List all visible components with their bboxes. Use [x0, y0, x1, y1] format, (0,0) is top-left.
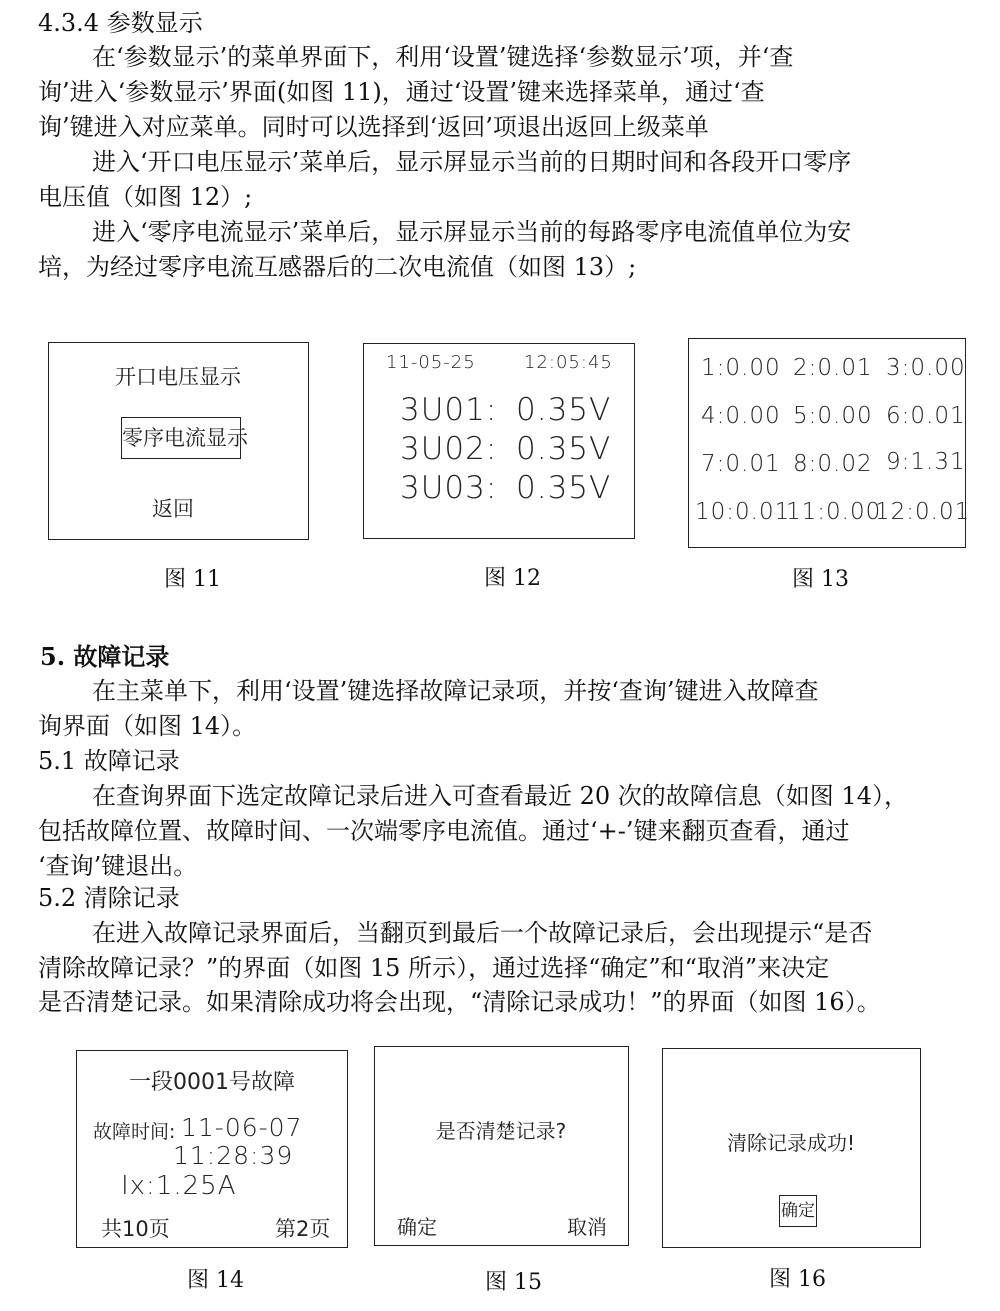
fig13-screen [688, 338, 971, 548]
subsection-heading-52: 5.2 清除记录 [38, 884, 180, 912]
fig11-caption: 图 11 [164, 567, 221, 592]
fig14-total-pages: 共10页 [101, 1217, 170, 1241]
fig13-cell: 2:0.01 [793, 355, 873, 381]
fig15-screen [374, 1046, 629, 1246]
paragraph-line: 培，为经过零序电流互感器后的二次电流值（如图 13）; [38, 253, 637, 281]
fig13-cell: 5:0.00 [793, 403, 873, 429]
fig14-current: Ix:1.25A [121, 1171, 237, 1201]
paragraph-line: 在‘参数显示’的菜单界面下，利用‘设置’键选择‘参数显示’项，并‘查 [92, 43, 794, 71]
fig13-cell: 8:0.02 [793, 451, 873, 477]
fig12-row-value: 0.35V [516, 431, 612, 467]
fig12-row-value: 0.35V [516, 470, 612, 506]
paragraph-line: 询’进入‘参数显示’界面(如图 11)，通过‘设置’键来选择菜单，通过‘查 [38, 78, 765, 106]
paragraph-line: 进入‘开口电压显示’菜单后，显示屏显示当前的日期时间和各段开口零序 [92, 148, 852, 176]
paragraph-line: 电压值（如图 12）; [38, 183, 253, 211]
confirm-button: 确定 [397, 1215, 437, 1239]
fig12-caption: 图 12 [484, 566, 541, 591]
fig12-row-value: 0.35V [516, 392, 612, 428]
subsection-heading-51: 5.1 故障记录 [38, 747, 180, 775]
fig13-cell: 9:1.31 [886, 449, 966, 475]
fig15-caption: 图 15 [485, 1270, 542, 1295]
fig13-cell: 1:0.00 [701, 355, 781, 381]
fig13-cell: 7:0.01 [701, 451, 781, 477]
paragraph-line: 是否清楚记录。如果清除成功将会出现，“清除记录成功！”的界面（如图 16）。 [38, 988, 881, 1016]
fig13-cell: 3:0.00 [886, 355, 966, 381]
fig16-caption: 图 16 [769, 1267, 826, 1292]
fig13-cell: 4:0.00 [701, 403, 781, 429]
fig11-menu-item-voltage: 开口电压显示 [115, 365, 241, 389]
fig14-title: 一段0001号故障 [129, 1070, 295, 1095]
fig16-confirm-button: 确定 [779, 1195, 817, 1227]
paragraph-line: 进入‘零序电流显示’菜单后，显示屏显示当前的每路零序电流值单位为安 [92, 218, 852, 246]
fig11-menu-item-current-selected: 零序电流显示 [121, 417, 241, 459]
fig13-caption: 图 13 [792, 567, 849, 592]
fig13-cell: 12:0.01 [875, 499, 971, 525]
fig14-current-page: 第2页 [275, 1217, 331, 1241]
paragraph-line: 在查询界面下选定故障记录后进入可查看最近 20 次的故障信息（如图 14）， [92, 782, 908, 810]
fig14-caption: 图 14 [187, 1268, 244, 1293]
paragraph-line: 询界面（如图 14）。 [38, 712, 257, 740]
fig16-screen [662, 1048, 921, 1248]
cancel-button: 取消 [567, 1215, 607, 1239]
fig16-message: 清除记录成功! [726, 1131, 856, 1155]
fig13-cell: 11:0.00 [786, 499, 882, 525]
fig13-cell: 10:0.01 [695, 499, 791, 525]
fig12-time: 12:05:45 [524, 352, 613, 373]
fig14-time: 11:28:39 [173, 1141, 294, 1170]
paragraph-line: 在主菜单下，利用‘设置’键选择故障记录项，并按‘查询’键进入故障查 [92, 677, 819, 705]
fig13-cell: 6:0.01 [886, 403, 966, 429]
fig12-row-label: 3U01: [400, 392, 498, 428]
paragraph-line: 在进入故障记录界面后，当翻页到最后一个故障记录后，会出现提示“是否 [92, 919, 873, 947]
fig14-time-label: 故障时间: [93, 1121, 176, 1143]
fig15-prompt: 是否清楚记录? [435, 1119, 567, 1143]
paragraph-line: ‘查询’键退出。 [38, 852, 198, 880]
fig12-row-label: 3U02: [400, 431, 498, 467]
fig11-menu-item-back: 返回 [152, 497, 194, 521]
section-heading-434: 4.3.4 参数显示 [38, 9, 203, 37]
paragraph-line: 询’键进入对应菜单。同时可以选择到‘返回’项退出返回上级菜单 [38, 113, 709, 141]
fig14-date: 11-06-07 [181, 1113, 303, 1142]
fig11-screen [48, 342, 309, 540]
fig12-screen [363, 343, 635, 539]
section-heading-5: 5. 故障记录 [40, 642, 170, 671]
fig12-row-label: 3U03: [400, 470, 498, 506]
paragraph-line: 清除故障记录？”的界面（如图 15 所示），通过选择“确定”和“取消”来决定 [38, 954, 830, 982]
fig14-screen [76, 1050, 348, 1248]
fig12-date: 11-05-25 [386, 352, 476, 373]
paragraph-line: 包括故障位置、故障时间、一次端零序电流值。通过‘+-’键来翻页查看，通过 [38, 817, 850, 845]
